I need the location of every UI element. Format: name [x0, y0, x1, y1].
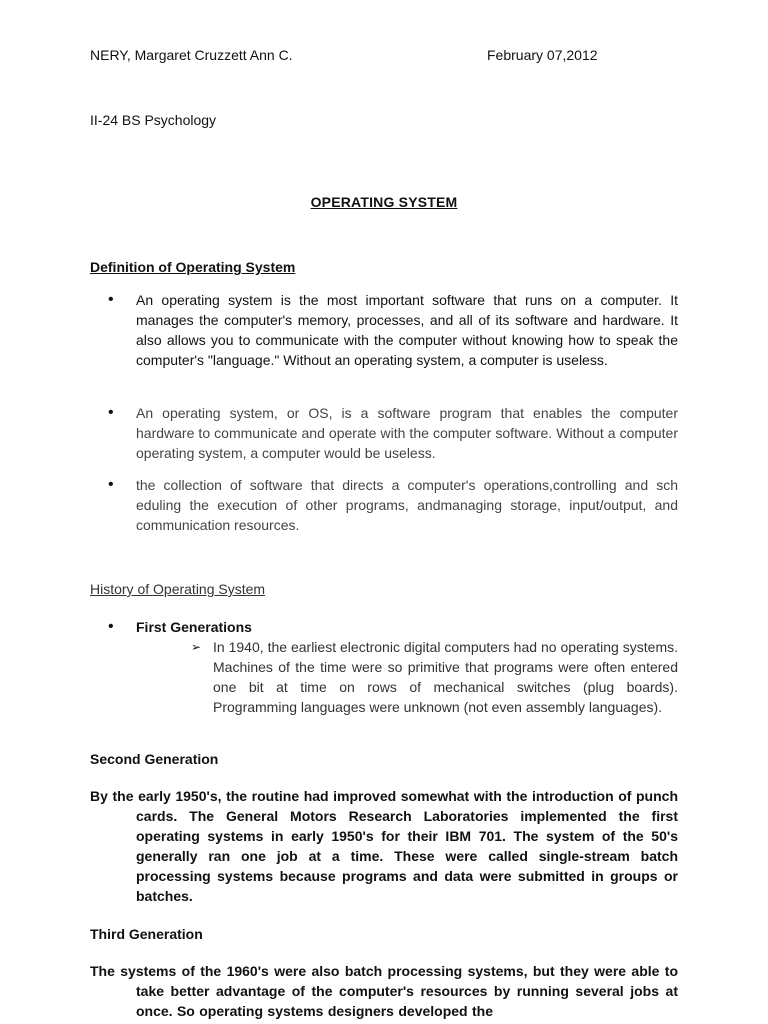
- arrow-bullet-icon: ➢: [191, 640, 202, 654]
- definition-item-3: the collection of software that directs a computer's operations,controlling and sch eduling the execution of other programs, andmanaging storage, input/output, and communication resources.: [136, 477, 678, 533]
- bullet-icon: •: [108, 476, 114, 493]
- author-name: NERY, Margaret Cruzzett Ann C.: [90, 47, 293, 63]
- definition-heading: Definition of Operating System: [90, 259, 296, 275]
- first-generation-text: In 1940, the earliest electronic digital computers had no operating systems. Machines of the time were so primitive that programs were often entered one bit at time on rows of mechanical switches (plug boards). Programming languages were unknown (not even assembly languages).: [213, 639, 678, 715]
- second-generation-text: By the early 1950's, the routine had improved somewhat with the introduction of punch cards. The General Motors Research Laboratories implemented the first operating systems in early 1950's for their IBM 701. The system of the 50's generally ran one job at a time. These were called single-stream batch processing systems because programs and data were submitted in groups or batches.: [90, 788, 678, 904]
- history-heading: History of Operating System: [90, 581, 266, 597]
- definition-item-1: An operating system is the most important software that runs on a computer. It manages the computer's memory, processes, and all of its software and hardware. It also allows you to communicate with the computer without knowing how to speak the computer's "language." Without an operating system, a computer is useless.: [136, 292, 678, 368]
- bullet-icon: •: [108, 618, 114, 635]
- course-section: II-24 BS Psychology: [90, 112, 217, 128]
- document-title: OPERATING SYSTEM: [310, 194, 458, 210]
- first-generation-label: First Generations: [136, 619, 252, 635]
- second-generation-label: Second Generation: [90, 751, 219, 767]
- third-generation-label: Third Generation: [90, 926, 203, 942]
- document-date: February 07,2012: [487, 47, 598, 63]
- bullet-icon: •: [108, 404, 114, 421]
- third-generation-text: The systems of the 1960's were also batch processing systems, but they were able to take better advantage of the computer's resources by running several jobs at once. So operating systems designers developed the: [90, 963, 678, 1019]
- definition-item-2: An operating system, or OS, is a software program that enables the computer hardware to communicate and operate with the computer software. Without a computer operating system, a computer would be useless.: [136, 405, 678, 461]
- bullet-icon: •: [108, 291, 114, 308]
